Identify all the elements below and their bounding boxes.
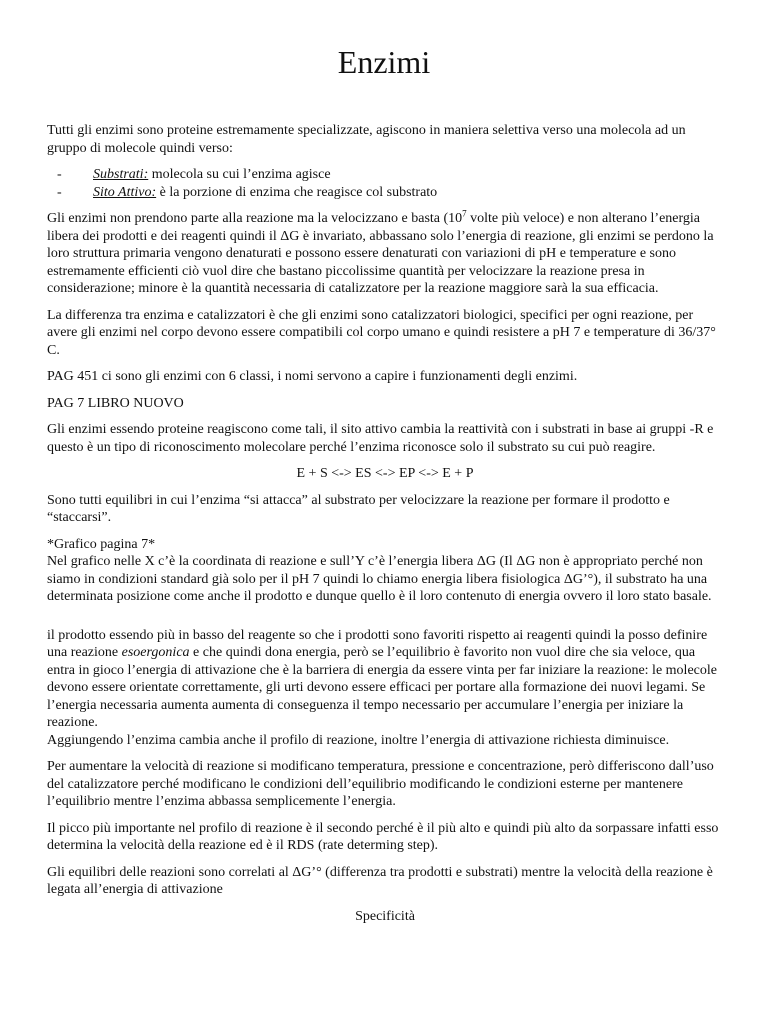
text-segment: il prodotto essendo più in basso del reagente so che i prodotti sono favoriti rispetto ai reagenti quindi la posso definire una reazione [47,627,708,660]
text-segment: volte più veloce) e non alterano l’energia libera dei prodotti e dei reagenti quindi il ΔG è invariato, abbassano solo l’energia di reazione, gli enzimi se perdono la loro struttura primaria vengono denaturati e possono essere denaturati con variazioni di pH e temperature e sono estremamente efficienti ciò vuol dire che bastano piccolissime quantità per velocizzare la reazione presa in considerazione; minore è la quantità necessaria di catalizzatore per la reazione maggiore sarà la sua efficacia. [47,211,714,296]
definition-sito-attivo: è la porzione di enzima che reagisce col substrato [156,184,438,200]
exponent: 7 [462,208,467,219]
text-segment: e che quindi dona energia, però se l’equilibrio è favorito non vuol dire che sia veloce, qua entra in gioco l’energia di attivazione che è la barriera di energia da essere vinta per far iniziare la reazione: le molecole devono essere orientate correttamente, gli urti devono essere efficaci per portare alla formazione dei nuovi legami. Se l’energia necessaria aumenta aumenta di conseguenza il tempo necessario per accumulare l’energia per iniziare la reazione. [47,645,717,730]
section-heading-specificita: Specificità [355,908,415,924]
paragraph-difference: La differenza tra enzima e catalizzatori è che gli enzimi sono catalizzatori biologici, specifici per ogni reazione, per avere gli enzimi nel corpo devono essere compatibili col corpo umano e quindi resistere a pH 7 e temperature di 36/37° C. [47,307,716,358]
definition-list [47,166,723,201]
document-body [47,122,723,934]
term-substrati: Substrati: [93,167,149,182]
paragraph-equilibria: Sono tutti equilibri in cui l’enzima “si attacca” al substrato per velocizzare la reazione per formare il prodotto e “staccarsi”. [47,492,670,525]
paragraph-pag-7: PAG 7 LIBRO NUOVO [47,395,184,411]
list-dash: - [57,167,62,182]
paragraph-activation-energy [47,627,723,750]
text-segment: Gli enzimi non prendono parte alla reazione ma la velocizzano e basta (10 [47,211,463,226]
document-title: Enzimi [337,44,431,80]
definition-substrati: molecola su cui l’enzima agisce [148,167,331,182]
list-item-sito-attivo [47,184,723,202]
term-sito-attivo: Sito Attivo: [93,184,157,200]
paragraph-reaction-speed: Per aumentare la velocità di reazione si modificano temperatura, pressione e concentrazione, però differiscono dall’uso del catalizzatore perché modificano le condizioni dell’equilibrio modificando le condizioni esterne per mantenere l’equilibrio mentre l’enzima abbassa semplicemente l’energia. [47,759,714,809]
text-segment: Aggiungendo l’enzima cambia anche il profilo di reazione, inoltre l’energia di attivazione richiesta diminuisce. [47,732,670,748]
list-dash: - [57,184,62,200]
paragraph-pag-451: PAG 451 ci sono gli enzimi con 6 classi, i nomi servono a capire i funzionamenti degli enzimi. [47,369,578,384]
paragraph-correlation: Gli equilibri delle reazioni sono correlati al ΔG’° (differenza tra prodotti e substrati) mentre la velocità della reazione è legata all’energia di attivazione [47,864,713,897]
list-item-substrati [47,166,723,184]
paragraph-active-site: Gli enzimi essendo proteine reagiscono come tali, il sito attivo cambia la reattività con i substrati in base ai gruppi -R e questo è un tipo di riconoscimento molecolare perché l’enzima riconosce solo il substrato su cui può reagire. [47,422,714,455]
graph-note: *Grafico pagina 7* [47,536,156,552]
reaction-equation: E + S <-> ES <-> EP <-> E + P [296,466,474,481]
paragraph-intro: Tutti gli enzimi sono proteine estremamente specializzate, agiscono in maniera selettiva verso una molecola ad un gruppo di molecole quindi verso: [47,123,686,156]
graph-description: Nel grafico nelle X c’è la coordinata di reazione e sull’Y c’è l’energia libera ΔG (Il ΔG non è appropriato perché non siamo in condizioni standard già solo per il pH 7 quindi lo chiamo energia libera fisiologica ΔG’°), il substrato ha una determinata posizione come anche il prodotto e dunque quello è il loro contenuto di energia ovvero il loro stato basale. [47,554,712,604]
paragraph-rds: Il picco più importante nel profilo di reazione è il secondo perché è il più alto e quindi più alto da sorpassare infatti esso determina la velocità della reazione ed è il RDS (rate determing step). [47,820,719,853]
emphasis-esoergonica: esoergonica [121,645,190,660]
paragraph-enzyme-function [47,210,723,298]
spacer [47,615,723,627]
paragraph-graph [47,536,723,606]
